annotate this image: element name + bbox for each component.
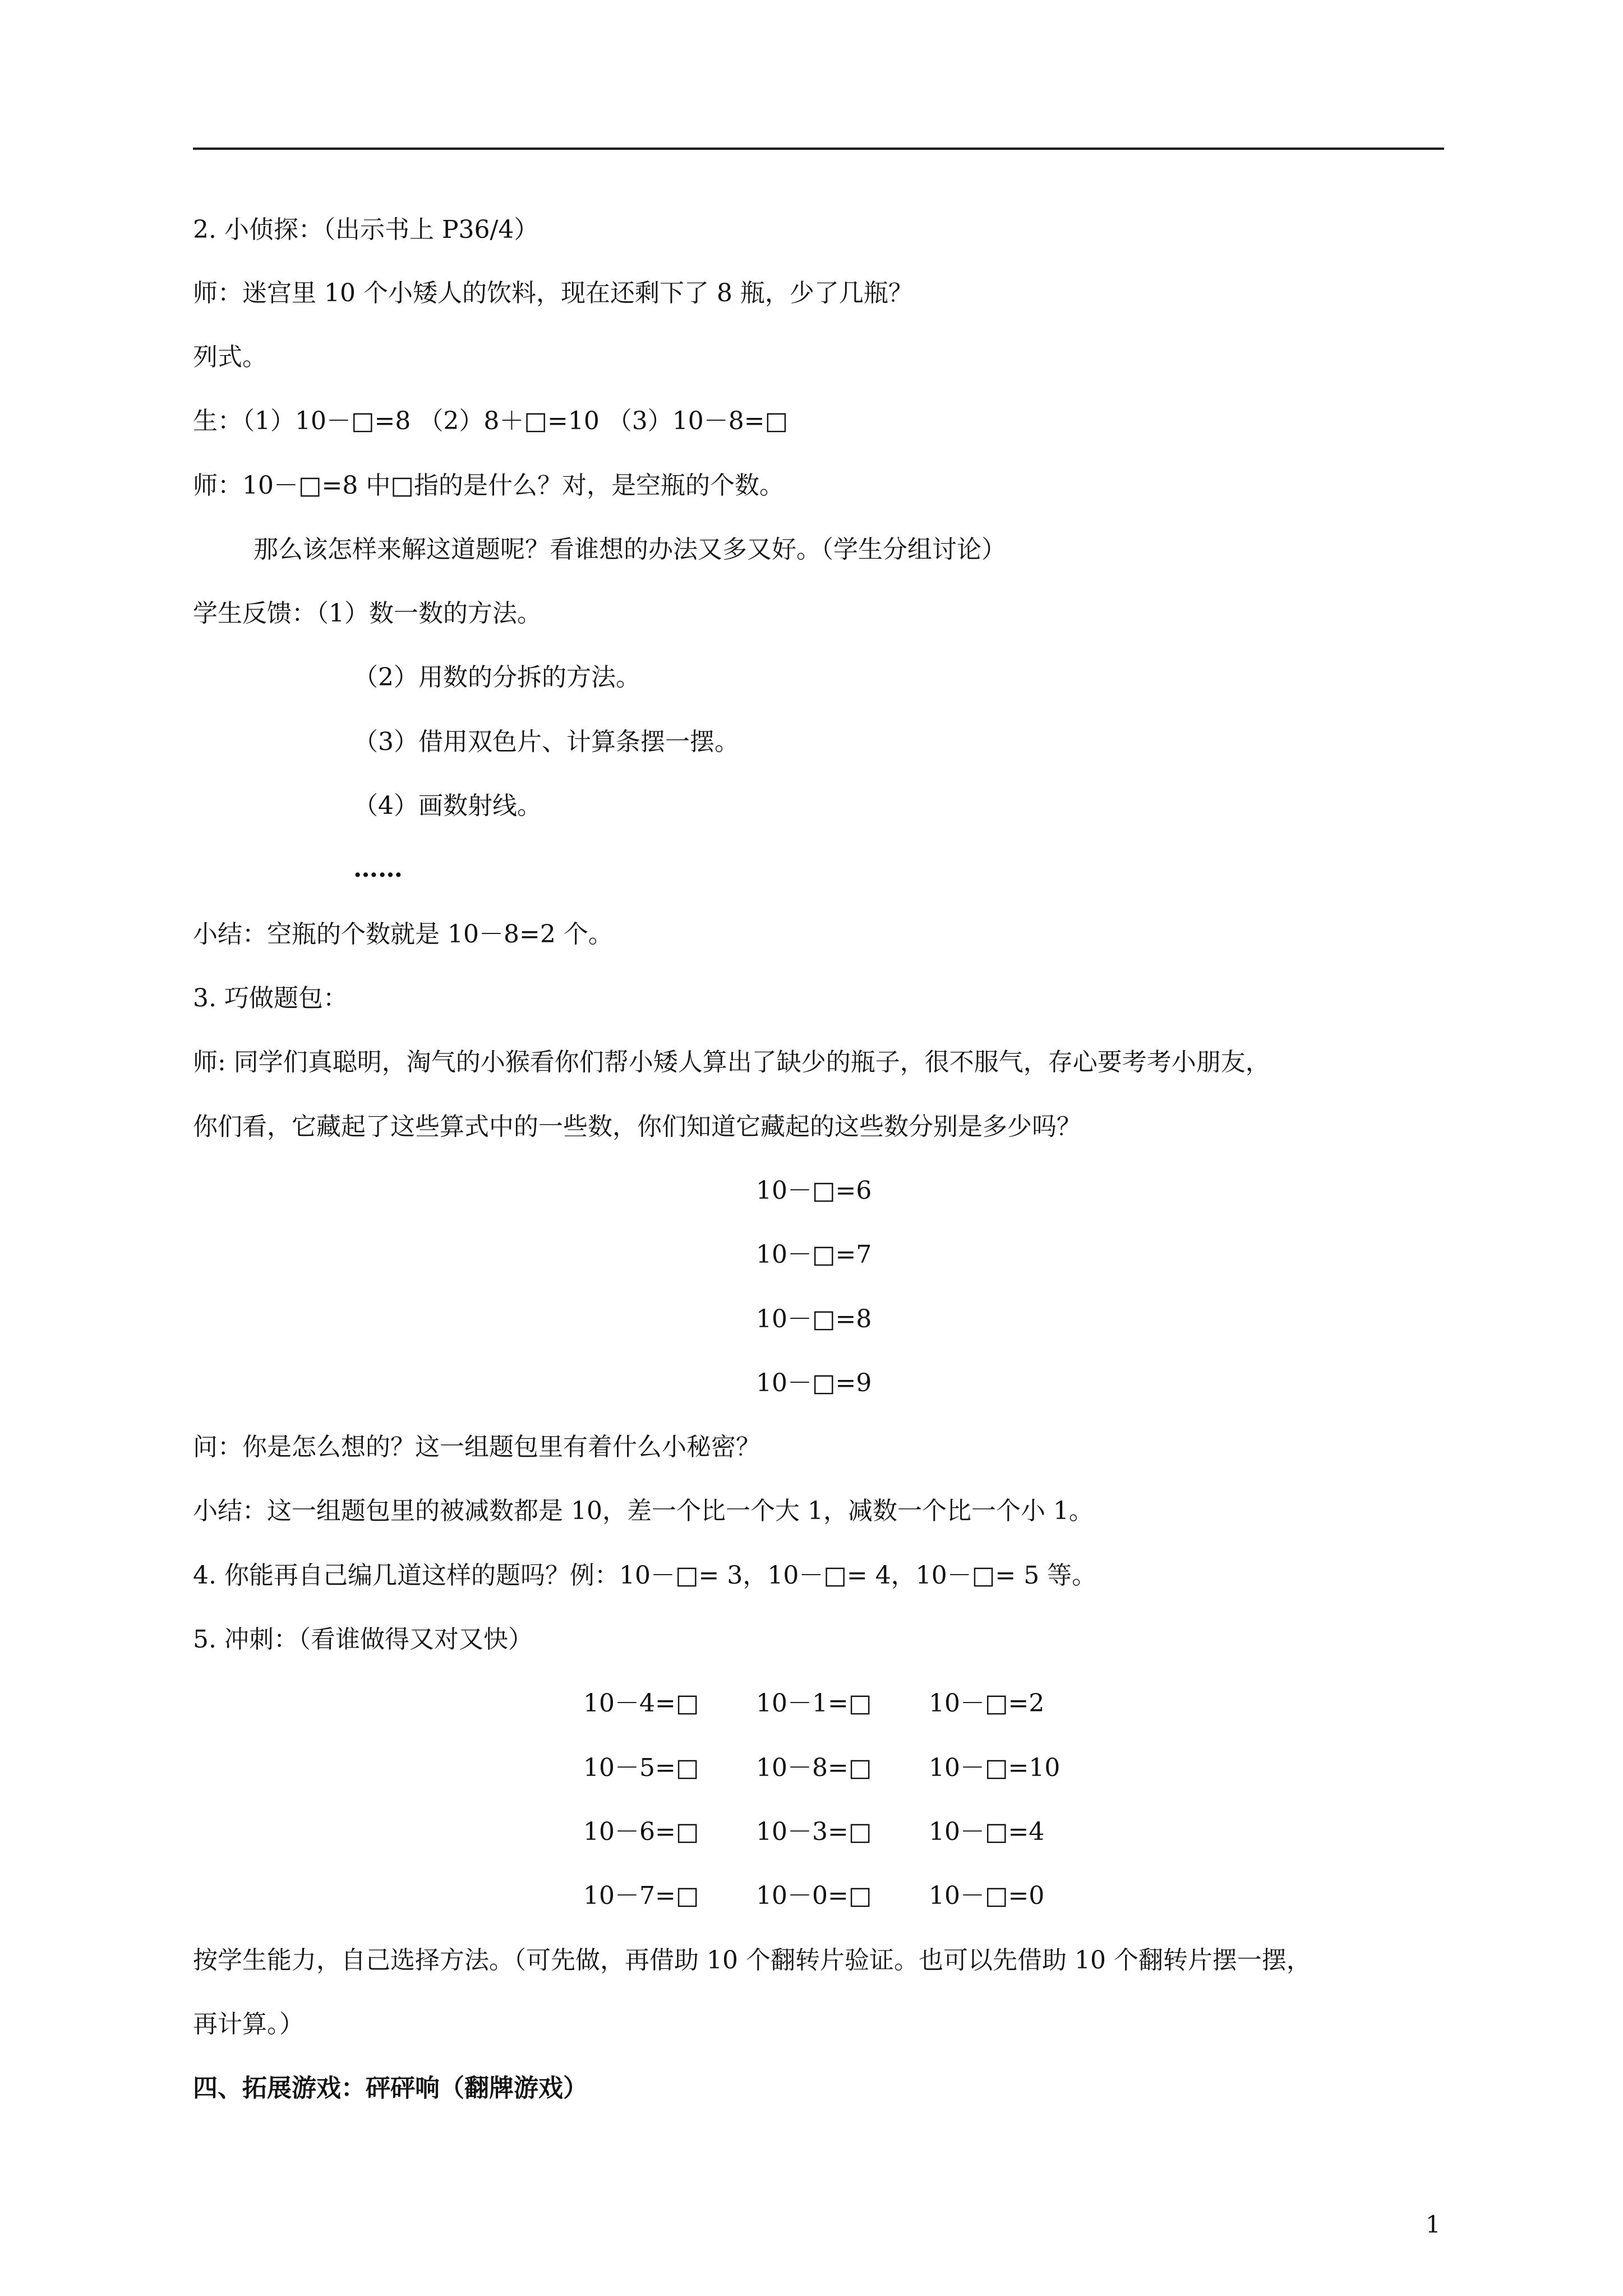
ellipsis: ……: [353, 854, 403, 883]
sprint-equation: 10－1=□: [756, 1689, 872, 1718]
sprint-equation: 10－3=□: [756, 1818, 872, 1846]
student-equations: 生：（1）10－□=8 （2）8＋□=10 （3）10－8=□: [193, 407, 789, 435]
feedback-item-3: （3）借用双色片、计算条摆一摆。: [353, 728, 739, 756]
section-3-heading: 3. 巧做题包：: [193, 984, 348, 1013]
sprint-equation: 10－6=□: [583, 1818, 699, 1846]
sprint-equation: 10－0=□: [756, 1881, 872, 1910]
pattern-summary: 小结：这一组题包里的被减数都是 10，差一个比一个大 1，减数一个比一个小 1。: [193, 1497, 1094, 1525]
method-note: 按学生能力，自己选择方法。（可先做，再借助 10 个翻转片验证。也可以先借助 10 个翻转片摆一摆，: [193, 1946, 1311, 1975]
method-note-continued: 再计算。）: [193, 2010, 304, 2039]
page-number: 1: [1426, 2211, 1441, 2238]
instruction-text: 列式。: [193, 343, 267, 371]
teacher-story-continued: 你们看，它藏起了这些算式中的一些数，你们知道它藏起的这些数分别是多少吗？: [193, 1112, 1081, 1141]
sprint-equation: 10－8=□: [756, 1754, 872, 1782]
feedback-item-2: （2）用数的分拆的方法。: [353, 663, 640, 692]
equation: 10－□=9: [756, 1369, 872, 1397]
equation: 10－□=7: [756, 1240, 872, 1269]
question-text: 问：你是怎么想的？这一组题包里有着什么小秘密？: [193, 1433, 760, 1461]
sprint-equation: 10－7=□: [583, 1881, 699, 1910]
header-rule: [193, 148, 1444, 150]
teacher-question: 师：迷宫里 10 个小矮人的饮料，现在还剩下了 8 瓶，少了几瓶？: [193, 279, 913, 307]
feedback-item-4: （4）画数射线。: [353, 792, 542, 820]
sprint-row: [583, 1687, 1101, 1720]
discussion-prompt: 那么该怎样来解这道题呢？看谁想的办法又多又好。（学生分组讨论）: [253, 535, 1006, 564]
sprint-equation: 10－5=□: [583, 1754, 699, 1782]
sprint-equation: 10－□=4: [929, 1818, 1045, 1846]
equation: 10－□=6: [756, 1176, 872, 1205]
sprint-row: [583, 1879, 1101, 1913]
teacher-story: 师: 同学们真聪明，淘气的小猴看你们帮小矮人算出了缺少的瓶子，很不服气，存心要考考小朋友，: [193, 1048, 1270, 1076]
sprint-equation: 10－□=0: [929, 1881, 1045, 1910]
section-5-heading: 5. 冲刺：（看谁做得又对又快）: [193, 1625, 533, 1654]
section-four-title: 四、拓展游戏：砰砰响（翻牌游戏）: [193, 2074, 588, 2102]
section-2-heading: 2. 小侦探：（出示书上 P36/4）: [193, 215, 539, 244]
sprint-equation: 10－4=□: [583, 1689, 699, 1718]
sprint-row: [583, 1751, 1101, 1785]
section-4-heading: 4. 你能再自己编几道这样的题吗？例：10－□= 3，10－□= 4，10－□= 5 等。: [193, 1561, 1097, 1590]
summary-text: 小结：空瓶的个数就是 10－8=2 个。: [193, 920, 613, 949]
student-feedback: 学生反馈：（1）数一数的方法。: [193, 599, 542, 628]
sprint-row: [583, 1815, 1101, 1849]
sprint-equation: 10－□=2: [929, 1689, 1045, 1718]
teacher-explanation: 师：10－□=8 中□指的是什么？对，是空瓶的个数。: [193, 471, 784, 500]
equation: 10－□=8: [756, 1305, 872, 1333]
sprint-equation: 10－□=10: [929, 1754, 1061, 1782]
